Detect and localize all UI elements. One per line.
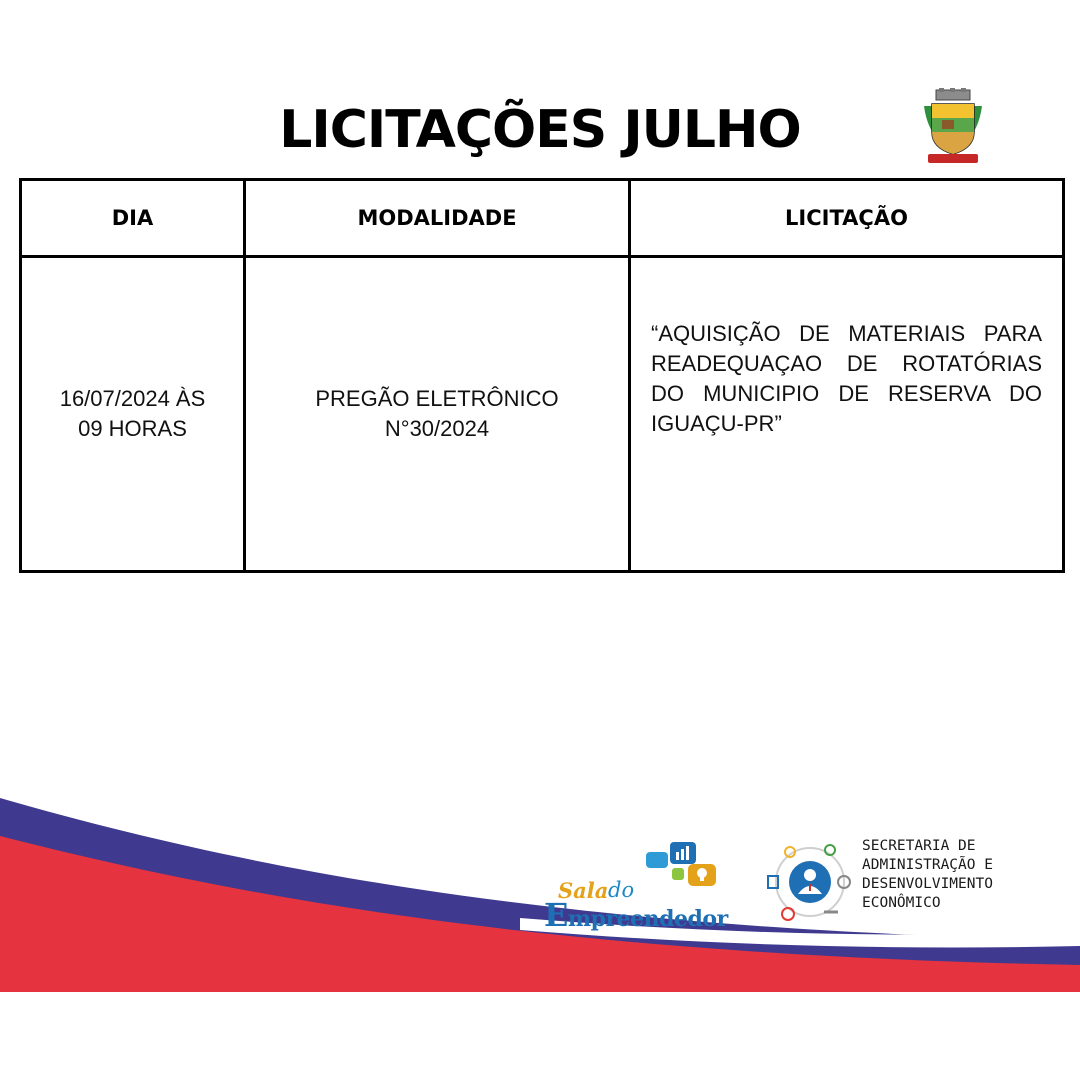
secretaria-text <box>862 837 1072 913</box>
do-word: do <box>608 878 635 902</box>
cell-modalidade <box>245 257 630 572</box>
sala-do-empreendedor-logo <box>540 840 740 934</box>
licitacao-text: “AQUISIÇÃO DE MATERIAIS PARA READEQUAÇAO DE ROTATÓRIAS DO MUNICIPIO DE RESERVA DO IGUAÇU-PR” <box>651 321 1042 436</box>
secretaria-line-3: DESENVOLVIMENTO <box>862 876 993 892</box>
table-row <box>21 257 1064 572</box>
licitacoes-table <box>19 178 1065 573</box>
secretaria-line-4: ECONÔMICO <box>862 895 941 911</box>
empreendedor-word: Empreendedor <box>544 896 728 934</box>
cell-licitacao <box>630 257 1064 572</box>
cell-dia <box>21 257 245 572</box>
dia-text: 16/07/2024 ÀS 09 HORAS <box>59 386 206 441</box>
modalidade-text: PREGÃO ELETRÔNICO N°30/2024 <box>315 386 559 441</box>
table-header-row <box>21 180 1064 257</box>
secretaria-line-2: ADMINISTRAÇÃO E <box>862 857 993 873</box>
sala-word: Sala <box>558 878 609 903</box>
header-licitacao: LICITAÇÃO <box>630 180 1064 257</box>
secretaria-logo-icon <box>764 838 856 926</box>
header-dia: DIA <box>21 180 245 257</box>
page-title: LICITAÇÕES JULHO <box>279 100 801 160</box>
chat-bubbles-icon <box>644 840 724 892</box>
header-modalidade: MODALIDADE <box>245 180 630 257</box>
secretaria-line-1: SECRETARIA DE <box>862 838 976 854</box>
municipal-crest-icon <box>918 88 988 168</box>
